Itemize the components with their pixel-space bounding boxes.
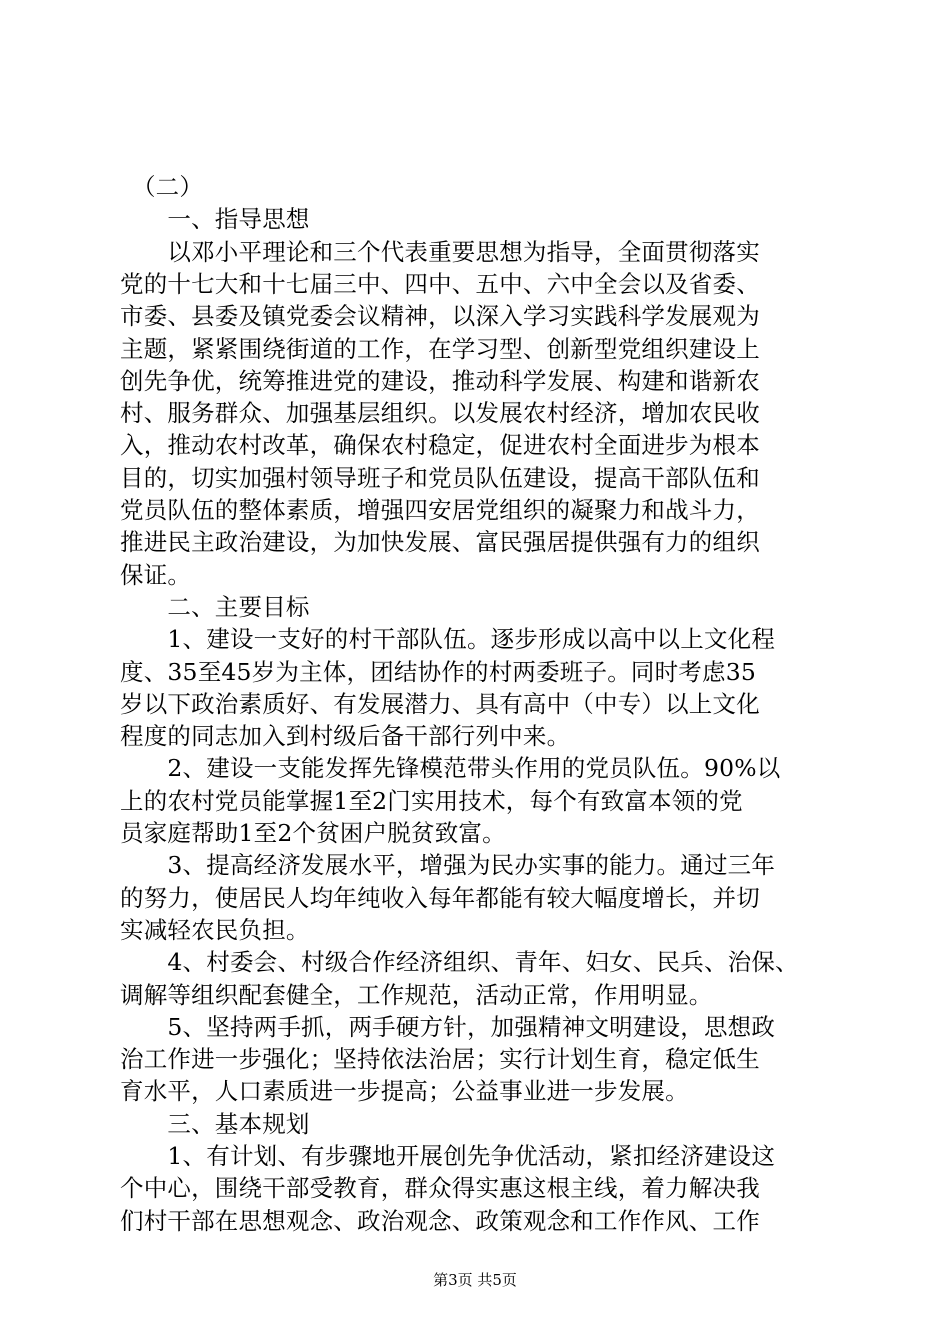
text-line: 三、基本规划: [120, 1109, 310, 1138]
text-line: 个中心，围绕干部受教育，群众得实惠这根主线，着力解决我: [120, 1174, 760, 1203]
text-line: 的努力，使居民人均年纯收入每年都能有较大幅度增长，并切: [120, 883, 760, 912]
text-line: 上的农村党员能掌握1至2门实用技术，每个有致富本领的党: [120, 786, 743, 815]
text-line: 3、提高经济发展水平，增强为民办实事的能力。通过三年: [120, 851, 776, 880]
text-line: 1、建设一支好的村干部队伍。逐步形成以高中以上文化程: [120, 625, 776, 654]
page-footer: 第3页 共5页: [433, 1271, 517, 1289]
text-line: 们村干部在思想观念、政治观念、政策观念和工作作风、工作: [120, 1206, 760, 1235]
text-line: 岁以下政治素质好、有发展潜力、具有高中（中专）以上文化: [120, 689, 760, 718]
text-line: 4、村委会、村级合作经济组织、青年、妇女、民兵、治保、: [120, 948, 799, 977]
text-line: 5、坚持两手抓，两手硬方针，加强精神文明建设，思想政: [120, 1012, 776, 1041]
text-line: 二、主要目标: [120, 592, 310, 621]
text-line: 以邓小平理论和三个代表重要思想为指导，全面贯彻落实: [120, 237, 760, 266]
text-line: 调解等组织配套健全，工作规范，活动正常，作用明显。: [120, 980, 713, 1009]
text-line: 2、建设一支能发挥先锋模范带头作用的党员队伍。90%以: [120, 754, 781, 783]
text-line: 目的，切实加强村领导班子和党员队伍建设，提高干部队伍和: [120, 463, 760, 492]
text-line: （二）: [120, 173, 204, 201]
text-line: 度、35至45岁为主体，团结协作的村两委班子。同时考虑35: [120, 657, 757, 686]
text-line: 村、服务群众、加强基层组织。以发展农村经济，增加农民收: [120, 399, 760, 428]
text-line: 党的十七大和十七届三中、四中、五中、六中全会以及省委、: [120, 269, 760, 298]
text-line: 育水平，人口素质进一步提高；公益事业进一步发展。: [120, 1077, 689, 1106]
text-line: 主题，紧紧围绕街道的工作，在学习型、创新型党组织建设上: [120, 334, 760, 363]
text-line: 1、有计划、有步骤地开展创先争优活动，紧扣经济建设这: [120, 1142, 776, 1170]
text-line: 推进民主政治建设，为加快发展、富民强居提供强有力的组织: [120, 528, 760, 557]
text-line: 治工作进一步强化；坚持依法治居；实行计划生育，稳定低生: [120, 1045, 760, 1074]
text-line: 员家庭帮助1至2个贫困户脱贫致富。: [120, 819, 506, 847]
text-line: 一、指导思想: [120, 205, 310, 234]
text-line: 党员队伍的整体素质，增强四安居党组织的凝聚力和战斗力，: [120, 496, 760, 524]
text-line: 市委、县委及镇党委会议精神，以深入学习实践科学发展观为: [120, 302, 760, 331]
text-line: 程度的同志加入到村级后备干部行列中来。: [120, 722, 571, 751]
text-line: 保证。: [120, 560, 192, 589]
text-line: 实减轻农民负担。: [120, 915, 310, 944]
text-line: 创先争优，统筹推进党的建设，推动科学发展、构建和谐新农: [120, 366, 760, 395]
text-line: 入，推动农村改革，确保农村稳定，促进农村全面进步为根本: [120, 431, 760, 460]
